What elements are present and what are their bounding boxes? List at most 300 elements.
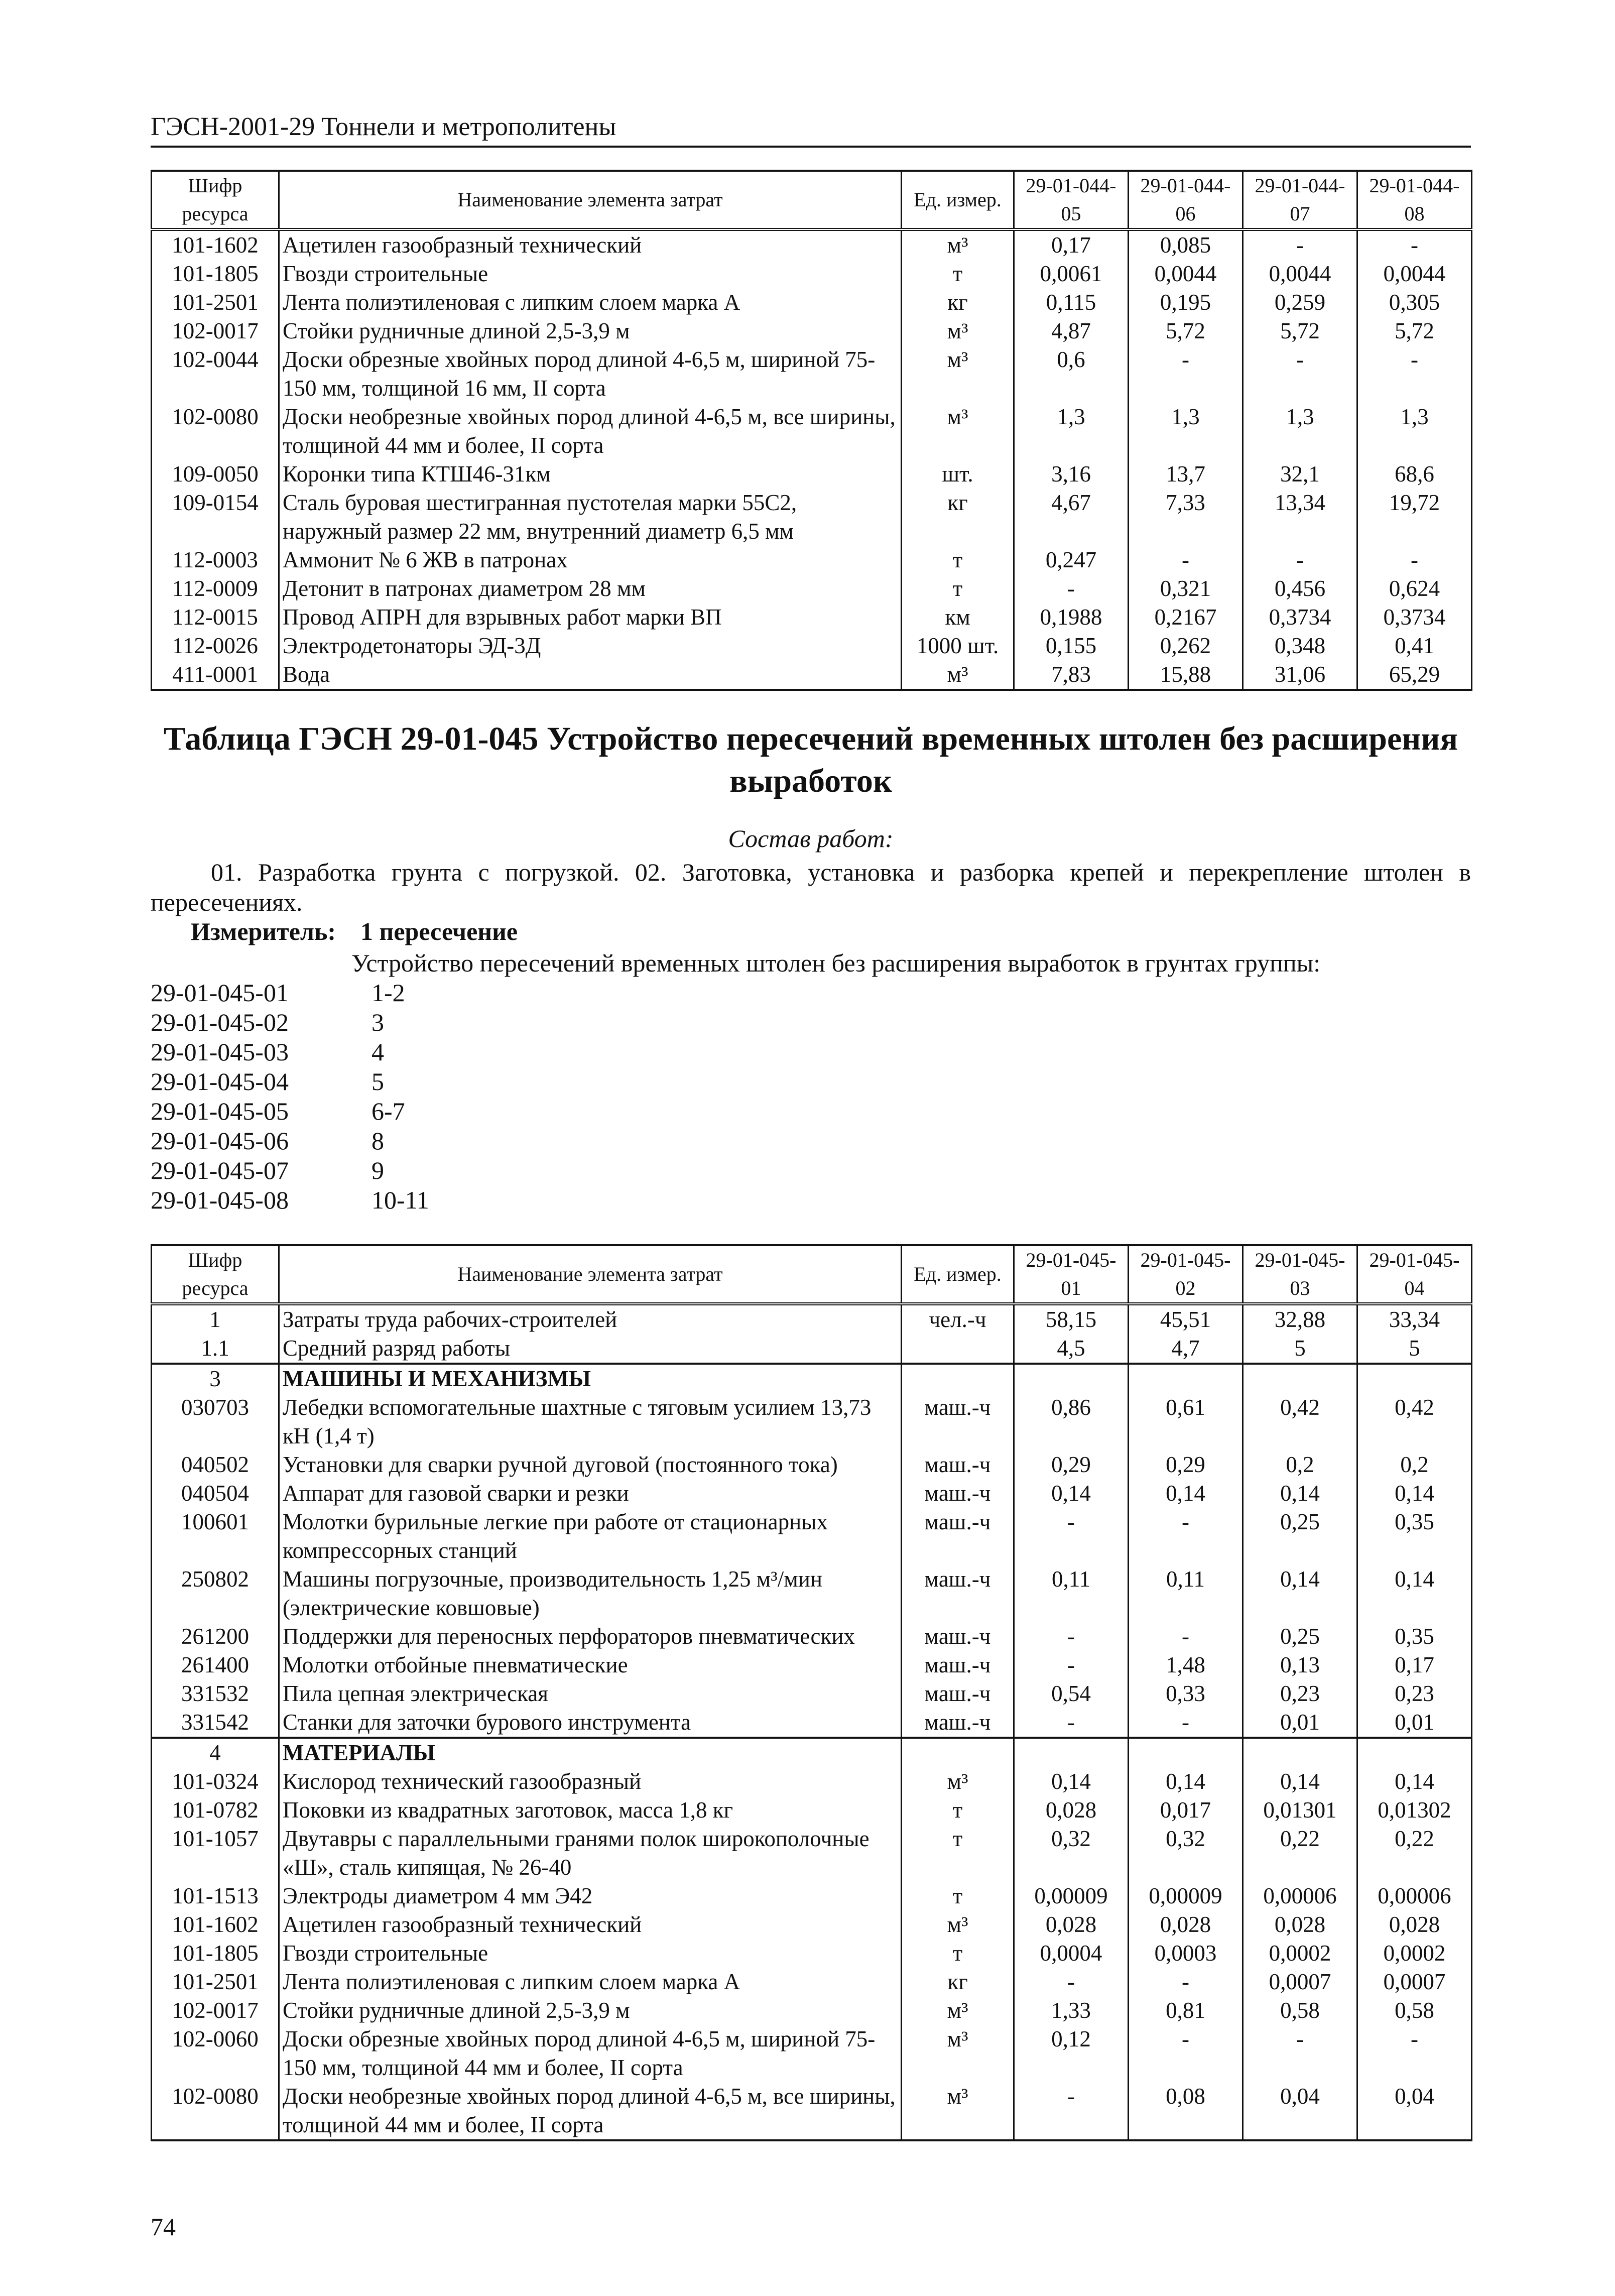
value-cell: - bbox=[1357, 546, 1472, 574]
value-cell: 1,3 bbox=[1014, 403, 1129, 460]
header-variant-3: 29-01-044-07 bbox=[1243, 171, 1357, 229]
resource-name-cell: Средний разряд работы bbox=[279, 1334, 902, 1364]
table-row bbox=[152, 1939, 1472, 1968]
value-cell: 0,3734 bbox=[1357, 603, 1472, 632]
resource-table-045 bbox=[151, 1244, 1472, 2141]
value-cell: 0,35 bbox=[1357, 1508, 1472, 1565]
variant-code: 29-01-045-05 bbox=[151, 1097, 289, 1125]
resource-name-cell: Ацетилен газообразный технический bbox=[279, 229, 902, 260]
resource-table-044 bbox=[151, 170, 1472, 691]
value-cell: 4,87 bbox=[1014, 317, 1129, 345]
value-cell: 31,06 bbox=[1243, 660, 1357, 690]
resource-code-cell: 101-1805 bbox=[152, 1939, 279, 1968]
value-cell: 0,58 bbox=[1243, 1996, 1357, 2025]
soil-group: 5 bbox=[371, 1067, 384, 1096]
variant-code: 29-01-045-01 bbox=[151, 979, 289, 1007]
variant-row bbox=[151, 978, 429, 1008]
value-cell: 0,11 bbox=[1129, 1565, 1243, 1622]
value-cell: 0,86 bbox=[1014, 1393, 1129, 1451]
resource-code-cell: 101-1602 bbox=[152, 229, 279, 260]
value-cell: - bbox=[1014, 1508, 1129, 1565]
value-cell: 0,22 bbox=[1243, 1825, 1357, 1882]
table-row bbox=[152, 1479, 1472, 1508]
value-cell: 68,6 bbox=[1357, 460, 1472, 489]
value-cell: 0,028 bbox=[1357, 1910, 1472, 1939]
unit-cell: кг bbox=[902, 489, 1014, 546]
header-name: Наименование элемента затрат bbox=[279, 171, 902, 229]
resource-name-cell: Машины погрузочные, производительность 1,25 м³/мин (электрические ковшовые) bbox=[279, 1565, 902, 1622]
value-cell: 0,23 bbox=[1357, 1679, 1472, 1708]
unit-cell: маш.-ч bbox=[902, 1679, 1014, 1708]
value-cell: 0,35 bbox=[1357, 1622, 1472, 1651]
header-variant-2: 29-01-044-06 bbox=[1129, 171, 1243, 229]
value-cell: 33,34 bbox=[1357, 1304, 1472, 1334]
unit-cell bbox=[902, 1364, 1014, 1393]
value-cell: 5 bbox=[1243, 1334, 1357, 1364]
resource-name-cell: Сталь буровая шестигранная пустотелая марки 55С2, наружный размер 22 мм, внутренний диаметр 6,5 мм bbox=[279, 489, 902, 546]
resource-code-cell: 101-2501 bbox=[152, 288, 279, 317]
value-cell: 0,115 bbox=[1014, 288, 1129, 317]
value-cell: - bbox=[1243, 2025, 1357, 2082]
unit-cell: т bbox=[902, 1825, 1014, 1882]
unit-cell: кг bbox=[902, 288, 1014, 317]
running-head: ГЭСН-2001-29 Тоннели и метрополитены bbox=[151, 111, 1471, 148]
resource-name-cell: Пила цепная электрическая bbox=[279, 1679, 902, 1708]
resource-code-cell: 101-1805 bbox=[152, 260, 279, 288]
table-row bbox=[152, 317, 1472, 345]
resource-name-cell: Электроды диаметром 4 мм Э42 bbox=[279, 1882, 902, 1910]
value-cell: - bbox=[1129, 546, 1243, 574]
value-cell: - bbox=[1357, 2025, 1472, 2082]
table-row bbox=[152, 229, 1472, 260]
variant-row bbox=[151, 1008, 429, 1037]
value-cell: 0,04 bbox=[1357, 2082, 1472, 2140]
resource-code-cell: 331542 bbox=[152, 1708, 279, 1738]
value-cell: 0,17 bbox=[1014, 229, 1129, 260]
table-row bbox=[152, 1622, 1472, 1651]
value-cell: 0,04 bbox=[1243, 2082, 1357, 2140]
value-cell: 0,0007 bbox=[1243, 1968, 1357, 1996]
value-cell: - bbox=[1243, 345, 1357, 403]
header-unit: Ед. измер. bbox=[902, 1245, 1014, 1304]
value-cell: 1,3 bbox=[1129, 403, 1243, 460]
value-cell: 4,7 bbox=[1129, 1334, 1243, 1364]
soil-group: 1-2 bbox=[371, 979, 405, 1007]
value-cell: 0,0002 bbox=[1243, 1939, 1357, 1968]
value-cell bbox=[1243, 1738, 1357, 1767]
measure-line bbox=[191, 916, 518, 946]
value-cell: 0,08 bbox=[1129, 2082, 1243, 2140]
resource-name-cell: Аммонит № 6 ЖВ в патронах bbox=[279, 546, 902, 574]
value-cell: 0,00006 bbox=[1357, 1882, 1472, 1910]
resource-name-cell: МАШИНЫ И МЕХАНИЗМЫ bbox=[279, 1364, 902, 1393]
value-cell: 13,34 bbox=[1243, 489, 1357, 546]
value-cell: 13,7 bbox=[1129, 460, 1243, 489]
table-row bbox=[152, 632, 1472, 660]
resource-name-cell: Доски необрезные хвойных пород длиной 4-6,5 м, все ширины, толщиной 44 мм и более, II сорта bbox=[279, 2082, 902, 2140]
page-number: 74 bbox=[151, 2213, 176, 2241]
unit-cell: т bbox=[902, 260, 1014, 288]
value-cell: 0,0044 bbox=[1243, 260, 1357, 288]
resource-code-cell: 102-0017 bbox=[152, 317, 279, 345]
soil-group: 9 bbox=[371, 1156, 384, 1184]
resource-name-cell: Вода bbox=[279, 660, 902, 690]
resource-code-cell: 101-0782 bbox=[152, 1796, 279, 1825]
unit-cell: маш.-ч bbox=[902, 1708, 1014, 1738]
value-cell: 0,028 bbox=[1243, 1910, 1357, 1939]
value-cell: 0,01 bbox=[1357, 1708, 1472, 1738]
work-composition-heading: Состав работ: bbox=[728, 824, 894, 853]
measure-value: 1 пересечение bbox=[360, 917, 518, 945]
value-cell bbox=[1129, 1738, 1243, 1767]
value-cell: 0,42 bbox=[1357, 1393, 1472, 1451]
unit-cell: маш.-ч bbox=[902, 1622, 1014, 1651]
unit-cell: м³ bbox=[902, 660, 1014, 690]
soil-group: 10-11 bbox=[371, 1186, 429, 1214]
value-cell: 0,017 bbox=[1129, 1796, 1243, 1825]
unit-cell: м³ bbox=[902, 1996, 1014, 2025]
resource-code-cell: 3 bbox=[152, 1364, 279, 1393]
unit-cell bbox=[902, 1738, 1014, 1767]
unit-cell: м³ bbox=[902, 317, 1014, 345]
value-cell: 7,83 bbox=[1014, 660, 1129, 690]
value-cell: - bbox=[1129, 1968, 1243, 1996]
unit-cell: т bbox=[902, 1796, 1014, 1825]
table-row bbox=[152, 489, 1472, 546]
value-cell: 0,14 bbox=[1243, 1479, 1357, 1508]
unit-cell: м³ bbox=[902, 229, 1014, 260]
resource-name-cell: Поддержки для переносных перфораторов пневматических bbox=[279, 1622, 902, 1651]
unit-cell: т bbox=[902, 574, 1014, 603]
value-cell: 0,2 bbox=[1243, 1451, 1357, 1479]
variant-code: 29-01-045-03 bbox=[151, 1038, 289, 1066]
value-cell: 0,29 bbox=[1129, 1451, 1243, 1479]
table-row bbox=[152, 1304, 1472, 1334]
resource-code-cell: 112-0026 bbox=[152, 632, 279, 660]
value-cell: 0,32 bbox=[1014, 1825, 1129, 1882]
table-row bbox=[152, 403, 1472, 460]
table-row bbox=[152, 460, 1472, 489]
resource-code-cell: 261200 bbox=[152, 1622, 279, 1651]
unit-cell: м³ bbox=[902, 1767, 1014, 1796]
value-cell bbox=[1357, 1738, 1472, 1767]
resource-name-cell: Затраты труда рабочих-строителей bbox=[279, 1304, 902, 1334]
value-cell bbox=[1243, 1364, 1357, 1393]
unit-cell: маш.-ч bbox=[902, 1393, 1014, 1451]
value-cell: 0,14 bbox=[1129, 1479, 1243, 1508]
value-cell: 1,48 bbox=[1129, 1651, 1243, 1679]
value-cell: 0,13 bbox=[1243, 1651, 1357, 1679]
table-row bbox=[152, 1708, 1472, 1738]
resource-name-cell: Молотки отбойные пневматические bbox=[279, 1651, 902, 1679]
resource-code-cell: 250802 bbox=[152, 1565, 279, 1622]
table-row bbox=[152, 1996, 1472, 2025]
value-cell: 0,0007 bbox=[1357, 1968, 1472, 1996]
table-row bbox=[152, 1738, 1472, 1767]
variant-code: 29-01-045-08 bbox=[151, 1186, 289, 1214]
variant-caption: Устройство пересечений временных штолен без расширения выработок в грунтах группы: bbox=[351, 949, 1321, 977]
resource-name-cell: Доски обрезные хвойных пород длиной 4-6,5 м, шириной 75-150 мм, толщиной 44 мм и более, II сорта bbox=[279, 2025, 902, 2082]
value-cell: 0,456 bbox=[1243, 574, 1357, 603]
value-cell: 0,2 bbox=[1357, 1451, 1472, 1479]
value-cell: 0,11 bbox=[1014, 1565, 1129, 1622]
value-cell: 0,028 bbox=[1129, 1910, 1243, 1939]
variant-row bbox=[151, 1097, 429, 1126]
header-name: Наименование элемента затрат bbox=[279, 1245, 902, 1304]
unit-cell: м³ bbox=[902, 2025, 1014, 2082]
header-code: Шифр ресурса bbox=[152, 171, 279, 229]
value-cell: 0,0044 bbox=[1129, 260, 1243, 288]
table-row bbox=[152, 288, 1472, 317]
value-cell: 0,14 bbox=[1014, 1767, 1129, 1796]
resource-name-cell: Доски обрезные хвойных пород длиной 4-6,5 м, шириной 75-150 мм, толщиной 16 мм, II сорта bbox=[279, 345, 902, 403]
measure-label: Измеритель: bbox=[191, 917, 336, 945]
resource-code-cell: 109-0154 bbox=[152, 489, 279, 546]
value-cell: 45,51 bbox=[1129, 1304, 1243, 1334]
value-cell: 0,25 bbox=[1243, 1508, 1357, 1565]
resource-code-cell: 102-0080 bbox=[152, 403, 279, 460]
value-cell: 0,14 bbox=[1357, 1479, 1472, 1508]
resource-code-cell: 101-1513 bbox=[152, 1882, 279, 1910]
value-cell: 5 bbox=[1357, 1334, 1472, 1364]
variant-code: 29-01-045-04 bbox=[151, 1067, 289, 1096]
resource-code-cell: 112-0009 bbox=[152, 574, 279, 603]
resource-code-cell: 100601 bbox=[152, 1508, 279, 1565]
resource-name-cell: Провод АПРН для взрывных работ марки ВП bbox=[279, 603, 902, 632]
resource-name-cell: Станки для заточки бурового инструмента bbox=[279, 1708, 902, 1738]
value-cell: 0,624 bbox=[1357, 574, 1472, 603]
header-unit: Ед. измер. bbox=[902, 171, 1014, 229]
table-row bbox=[152, 1334, 1472, 1364]
resource-code-cell: 112-0015 bbox=[152, 603, 279, 632]
table-row bbox=[152, 1968, 1472, 1996]
value-cell: 0,305 bbox=[1357, 288, 1472, 317]
value-cell: 0,22 bbox=[1357, 1825, 1472, 1882]
table-row bbox=[152, 1565, 1472, 1622]
value-cell: - bbox=[1357, 229, 1472, 260]
table-row bbox=[152, 1451, 1472, 1479]
resource-code-cell: 1.1 bbox=[152, 1334, 279, 1364]
value-cell: 0,00009 bbox=[1129, 1882, 1243, 1910]
value-cell: 0,0002 bbox=[1357, 1939, 1472, 1968]
resource-name-cell: Лента полиэтиленовая с липким слоем марка А bbox=[279, 288, 902, 317]
value-cell: 0,23 bbox=[1243, 1679, 1357, 1708]
table-row bbox=[152, 1651, 1472, 1679]
variant-code: 29-01-045-02 bbox=[151, 1008, 289, 1036]
value-cell: 0,0044 bbox=[1357, 260, 1472, 288]
table-row bbox=[152, 345, 1472, 403]
value-cell: 4,5 bbox=[1014, 1334, 1129, 1364]
table-row bbox=[152, 1393, 1472, 1451]
resource-code-cell: 4 bbox=[152, 1738, 279, 1767]
unit-cell: чел.-ч bbox=[902, 1304, 1014, 1334]
unit-cell: маш.-ч bbox=[902, 1479, 1014, 1508]
resource-name-cell: Стойки рудничные длиной 2,5-3,9 м bbox=[279, 1996, 902, 2025]
header-variant-1: 29-01-044-05 bbox=[1014, 171, 1129, 229]
unit-cell: м³ bbox=[902, 1910, 1014, 1939]
value-cell: 0,17 bbox=[1357, 1651, 1472, 1679]
value-cell: 0,085 bbox=[1129, 229, 1243, 260]
header-variant-1: 29-01-045-01 bbox=[1014, 1245, 1129, 1304]
value-cell: 0,25 bbox=[1243, 1622, 1357, 1651]
value-cell: - bbox=[1014, 1708, 1129, 1738]
value-cell: 4,67 bbox=[1014, 489, 1129, 546]
value-cell: 0,321 bbox=[1129, 574, 1243, 603]
value-cell: 1,3 bbox=[1243, 403, 1357, 460]
header-variant-3: 29-01-045-03 bbox=[1243, 1245, 1357, 1304]
unit-cell: т bbox=[902, 546, 1014, 574]
value-cell: 1,33 bbox=[1014, 1996, 1129, 2025]
table-header-row bbox=[152, 1245, 1472, 1304]
value-cell: - bbox=[1243, 546, 1357, 574]
value-cell: 58,15 bbox=[1014, 1304, 1129, 1334]
header-variant-4: 29-01-044-08 bbox=[1357, 171, 1472, 229]
value-cell: 0,0003 bbox=[1129, 1939, 1243, 1968]
value-cell: 0,00009 bbox=[1014, 1882, 1129, 1910]
header-code: Шифр ресурса bbox=[152, 1245, 279, 1304]
value-cell: 7,33 bbox=[1129, 489, 1243, 546]
table-row bbox=[152, 603, 1472, 632]
resource-name-cell: Молотки бурильные легкие при работе от стационарных компрессорных станций bbox=[279, 1508, 902, 1565]
value-cell: 3,16 bbox=[1014, 460, 1129, 489]
resource-code-cell: 040504 bbox=[152, 1479, 279, 1508]
resource-code-cell: 102-0017 bbox=[152, 1996, 279, 2025]
unit-cell: м³ bbox=[902, 2082, 1014, 2140]
value-cell: 65,29 bbox=[1357, 660, 1472, 690]
value-cell: 0,0061 bbox=[1014, 260, 1129, 288]
value-cell: 0,61 bbox=[1129, 1393, 1243, 1451]
header-variant-2: 29-01-045-02 bbox=[1129, 1245, 1243, 1304]
table-body bbox=[152, 229, 1472, 690]
resource-code-cell: 112-0003 bbox=[152, 546, 279, 574]
value-cell: 0,58 bbox=[1357, 1996, 1472, 2025]
soil-group: 3 bbox=[371, 1008, 384, 1036]
value-cell: 0,1988 bbox=[1014, 603, 1129, 632]
value-cell: 0,54 bbox=[1014, 1679, 1129, 1708]
table-row bbox=[152, 1910, 1472, 1939]
value-cell: - bbox=[1129, 1508, 1243, 1565]
value-cell: - bbox=[1129, 345, 1243, 403]
variant-row bbox=[151, 1126, 429, 1156]
value-cell: - bbox=[1129, 1708, 1243, 1738]
work-composition-text: 01. Разработка грунта с погрузкой. 02. Заготовка, установка и разборка крепей и перекрепление штолен в пересечениях. bbox=[151, 858, 1471, 916]
resource-name-cell: Электродетонаторы ЭД-3Д bbox=[279, 632, 902, 660]
value-cell: 0,247 bbox=[1014, 546, 1129, 574]
unit-cell: шт. bbox=[902, 460, 1014, 489]
value-cell: 0,00006 bbox=[1243, 1882, 1357, 1910]
variant-row bbox=[151, 1185, 429, 1215]
value-cell: 0,028 bbox=[1014, 1910, 1129, 1939]
value-cell: 0,12 bbox=[1014, 2025, 1129, 2082]
unit-cell: маш.-ч bbox=[902, 1651, 1014, 1679]
table-row bbox=[152, 660, 1472, 690]
unit-cell bbox=[902, 1334, 1014, 1364]
value-cell bbox=[1129, 1364, 1243, 1393]
resource-name-cell: Ацетилен газообразный технический bbox=[279, 1910, 902, 1939]
value-cell: 0,14 bbox=[1357, 1565, 1472, 1622]
resource-code-cell: 109-0050 bbox=[152, 460, 279, 489]
value-cell: 5,72 bbox=[1243, 317, 1357, 345]
value-cell: - bbox=[1014, 1651, 1129, 1679]
unit-cell: маш.-ч bbox=[902, 1565, 1014, 1622]
variant-row bbox=[151, 1037, 429, 1067]
table-row bbox=[152, 1767, 1472, 1796]
resource-code-cell: 101-2501 bbox=[152, 1968, 279, 1996]
value-cell: 0,01 bbox=[1243, 1708, 1357, 1738]
document-page bbox=[151, 0, 1471, 2296]
value-cell: 0,259 bbox=[1243, 288, 1357, 317]
value-cell: 0,14 bbox=[1129, 1767, 1243, 1796]
resource-name-cell: Гвозди строительные bbox=[279, 1939, 902, 1968]
value-cell: - bbox=[1129, 2025, 1243, 2082]
variant-row bbox=[151, 1067, 429, 1097]
resource-name-cell: Лебедки вспомогательные шахтные с тяговым усилием 13,73 кН (1,4 т) bbox=[279, 1393, 902, 1451]
table-row bbox=[152, 574, 1472, 603]
unit-cell: м³ bbox=[902, 345, 1014, 403]
soil-group: 8 bbox=[371, 1127, 384, 1155]
value-cell: 0,2167 bbox=[1129, 603, 1243, 632]
table-header-row bbox=[152, 171, 1472, 229]
value-cell: 15,88 bbox=[1129, 660, 1243, 690]
value-cell: 0,32 bbox=[1129, 1825, 1243, 1882]
resource-name-cell: Аппарат для газовой сварки и резки bbox=[279, 1479, 902, 1508]
value-cell: - bbox=[1014, 1622, 1129, 1651]
resource-code-cell: 102-0044 bbox=[152, 345, 279, 403]
table-row bbox=[152, 260, 1472, 288]
resource-name-cell: Коронки типа КТШ46-31км bbox=[279, 460, 902, 489]
value-cell: 1,3 bbox=[1357, 403, 1472, 460]
header-variant-4: 29-01-045-04 bbox=[1357, 1245, 1472, 1304]
value-cell: 0,29 bbox=[1014, 1451, 1129, 1479]
unit-cell: км bbox=[902, 603, 1014, 632]
value-cell: 0,14 bbox=[1357, 1767, 1472, 1796]
resource-name-cell: Кислород технический газообразный bbox=[279, 1767, 902, 1796]
unit-cell: т bbox=[902, 1939, 1014, 1968]
value-cell: 5,72 bbox=[1357, 317, 1472, 345]
unit-cell: маш.-ч bbox=[902, 1508, 1014, 1565]
value-cell: 0,028 bbox=[1014, 1796, 1129, 1825]
unit-cell: маш.-ч bbox=[902, 1451, 1014, 1479]
resource-code-cell: 101-1057 bbox=[152, 1825, 279, 1882]
value-cell: 19,72 bbox=[1357, 489, 1472, 546]
resource-code-cell: 040502 bbox=[152, 1451, 279, 1479]
value-cell: 0,14 bbox=[1014, 1479, 1129, 1508]
table-row bbox=[152, 1796, 1472, 1825]
value-cell: 0,0004 bbox=[1014, 1939, 1129, 1968]
resource-code-cell: 331532 bbox=[152, 1679, 279, 1708]
value-cell: - bbox=[1014, 1968, 1129, 1996]
value-cell: 32,1 bbox=[1243, 460, 1357, 489]
table-row bbox=[152, 1364, 1472, 1393]
resource-code-cell: 1 bbox=[152, 1304, 279, 1334]
resource-name-cell: Лента полиэтиленовая с липким слоем марка А bbox=[279, 1968, 902, 1996]
unit-cell: т bbox=[902, 1882, 1014, 1910]
table-row bbox=[152, 2025, 1472, 2082]
value-cell: 0,262 bbox=[1129, 632, 1243, 660]
value-cell: - bbox=[1014, 2082, 1129, 2140]
table-row bbox=[152, 2082, 1472, 2140]
value-cell: 0,14 bbox=[1243, 1565, 1357, 1622]
variant-list bbox=[151, 978, 429, 1215]
resource-code-cell: 102-0060 bbox=[152, 2025, 279, 2082]
unit-cell: кг bbox=[902, 1968, 1014, 1996]
unit-cell: 1000 шт. bbox=[902, 632, 1014, 660]
resource-code-cell: 030703 bbox=[152, 1393, 279, 1451]
table-row bbox=[152, 1508, 1472, 1565]
table-row bbox=[152, 1825, 1472, 1882]
table-row bbox=[152, 1679, 1472, 1708]
value-cell: 32,88 bbox=[1243, 1304, 1357, 1334]
